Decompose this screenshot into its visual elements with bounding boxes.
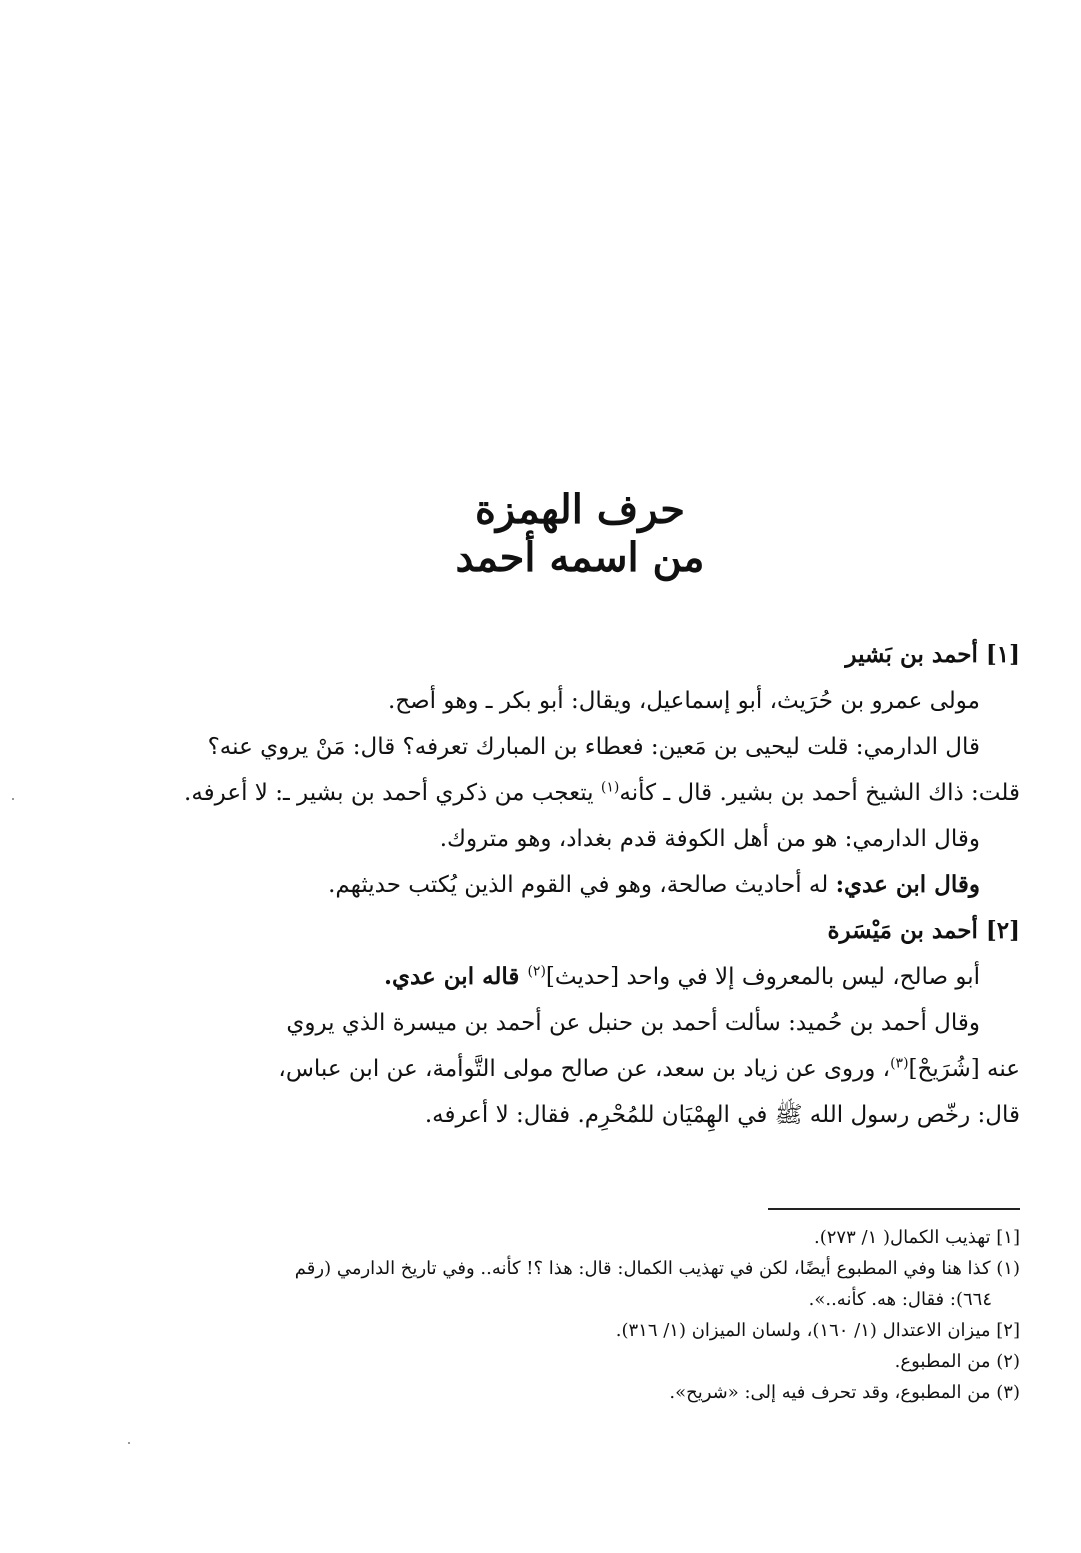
footnote-marker: (١) xyxy=(600,779,620,796)
text-span: قلت: ذاك الشيخ أحمد بن بشير. قال ـ كأنه xyxy=(619,780,1020,806)
text-line xyxy=(130,1046,1020,1092)
text-line: مولى عمرو بن حُرَيث، أبو إسماعيل، ويقال: أبو بكر ـ وهو أصح. xyxy=(387,688,980,714)
footnote: (٢) من المطبوع. xyxy=(894,1351,1020,1372)
footnote: (٣) من المطبوع، وقد تحرف فيه إلى: «شريح». xyxy=(669,1382,1020,1403)
footnotes xyxy=(130,1222,1020,1408)
footnote: (١) كذا هنا وفي المطبوع أيضًا، لكن في تهذيب الكمال: قال: هذا ؟! كأنه.. وفي تاريخ الدارمي (رقم xyxy=(294,1258,1020,1279)
scan-speck xyxy=(12,798,14,800)
footnote-marker: (٢) xyxy=(527,963,546,980)
cited-authority: قاله ابن عدي. xyxy=(383,963,528,990)
text-span: ، وروى عن زياد بن سعد، عن صالح مولى التَّوأمة، عن ابن عباس، xyxy=(278,1056,891,1082)
footnote: [١] تهذيب الكمال( ١/ ٢٧٣). xyxy=(814,1227,1020,1248)
text-line xyxy=(130,770,1020,816)
footnote-separator xyxy=(768,1208,1020,1210)
text-line: قال الدارمي: قلت ليحيى بن مَعين: فعطاء بن المبارك تعرفه؟ قال: مَنْ يروي عنه؟ xyxy=(207,734,980,760)
text-span: له أحاديث صالحة، وهو في القوم الذين يُكتب حديثهم. xyxy=(328,872,836,898)
text-line: وقال أحمد بن حُميد: سألت أحمد بن حنبل عن أحمد بن ميسرة الذي يروي xyxy=(286,1010,980,1036)
scan-speck xyxy=(128,1442,130,1444)
text-span: يتعجب من ذكري أحمد بن بشير ـ: لا أعرفه. xyxy=(184,780,601,806)
footnote: [٢] ميزان الاعتدال (١/ ١٦٠)، ولسان الميزان (١/ ٣١٦). xyxy=(615,1320,1020,1341)
text-line xyxy=(130,954,1020,1000)
text-span: أبو صالح، ليس بالمعروف إلا في واحد [حديث] xyxy=(545,964,980,990)
chapter-subtitle: من اسمه أحمد xyxy=(455,534,705,581)
footnote-marker: (٣) xyxy=(890,1055,909,1072)
text-line: وقال الدارمي: هو من أهل الكوفة قدم بغداد، وهو متروك. xyxy=(439,826,980,852)
text-span: عنه [شُرَيحْ] xyxy=(908,1056,1020,1082)
cited-authority: وقال ابن عدي: xyxy=(835,871,980,898)
footnote-continuation: ٦٦٤): فقال: هه. كأنه..». xyxy=(808,1289,992,1310)
entry-2-title: [٢] أحمد بن مَيْسَرة xyxy=(827,917,1020,944)
text-line: قال: رخّص رسول الله ﷺ في الهِمْيَان للمُحْرِم. فقال: لا أعرفه. xyxy=(424,1102,1020,1128)
main-text xyxy=(130,632,1020,1138)
chapter-title: حرف الهمزة xyxy=(474,486,686,533)
entry-1-title: [١] أحمد بن بَشير xyxy=(845,641,1020,668)
text-line xyxy=(130,862,1020,908)
